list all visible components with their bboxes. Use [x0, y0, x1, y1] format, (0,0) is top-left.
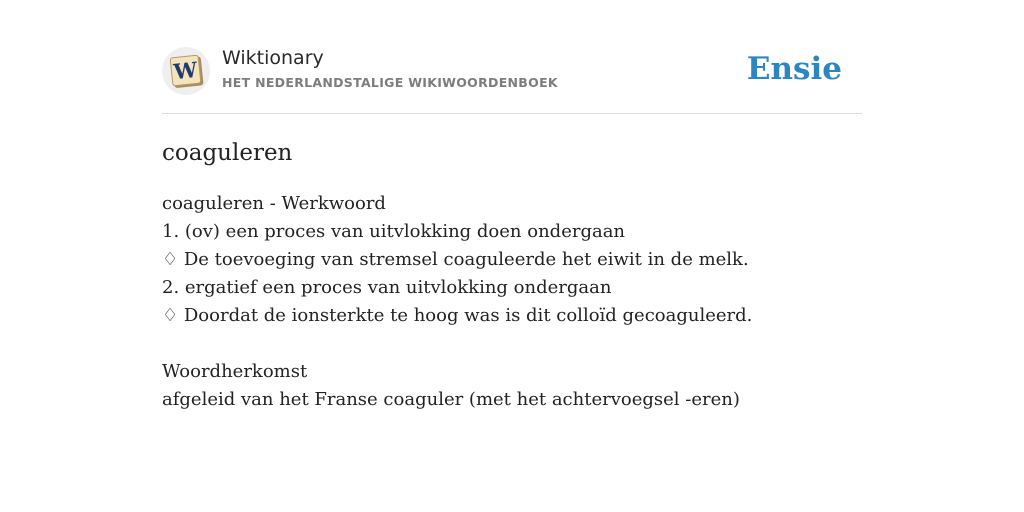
definition-header-line: coaguleren - Werkwoord [162, 193, 386, 214]
example-line-2: ♢ Doordat de ionsterkte te hoog was is dit colloïd gecoaguleerd. [162, 305, 753, 326]
site-title[interactable]: Wiktionary [222, 47, 324, 69]
example-line-1: ♢ De toevoeging van stremsel coaguleerde het eiwit in de melk. [162, 249, 749, 270]
page-title: coaguleren [162, 140, 293, 166]
etymology-text: afgeleid van het Franse coaguler (met het achtervoegsel -eren) [162, 389, 740, 410]
definition-line-1: 1. (ov) een proces van uitvlokking doen ondergaan [162, 221, 626, 242]
logo-tile [170, 55, 202, 87]
header [162, 0, 862, 114]
definition-body [162, 190, 862, 414]
definition-line-2: 2. ergatief een proces van uitvlokking ondergaan [162, 277, 612, 298]
wiktionary-logo-icon[interactable] [162, 47, 210, 95]
site-subtitle: HET NEDERLANDSTALIGE WIKIWOORDENBOEK [222, 75, 558, 90]
ensie-brand-logo[interactable]: Ensie [746, 51, 842, 87]
entry-card [162, 0, 862, 512]
section-spacer [162, 330, 862, 358]
logo-letter: W [172, 56, 199, 85]
etymology-heading: Woordherkomst [162, 361, 308, 382]
